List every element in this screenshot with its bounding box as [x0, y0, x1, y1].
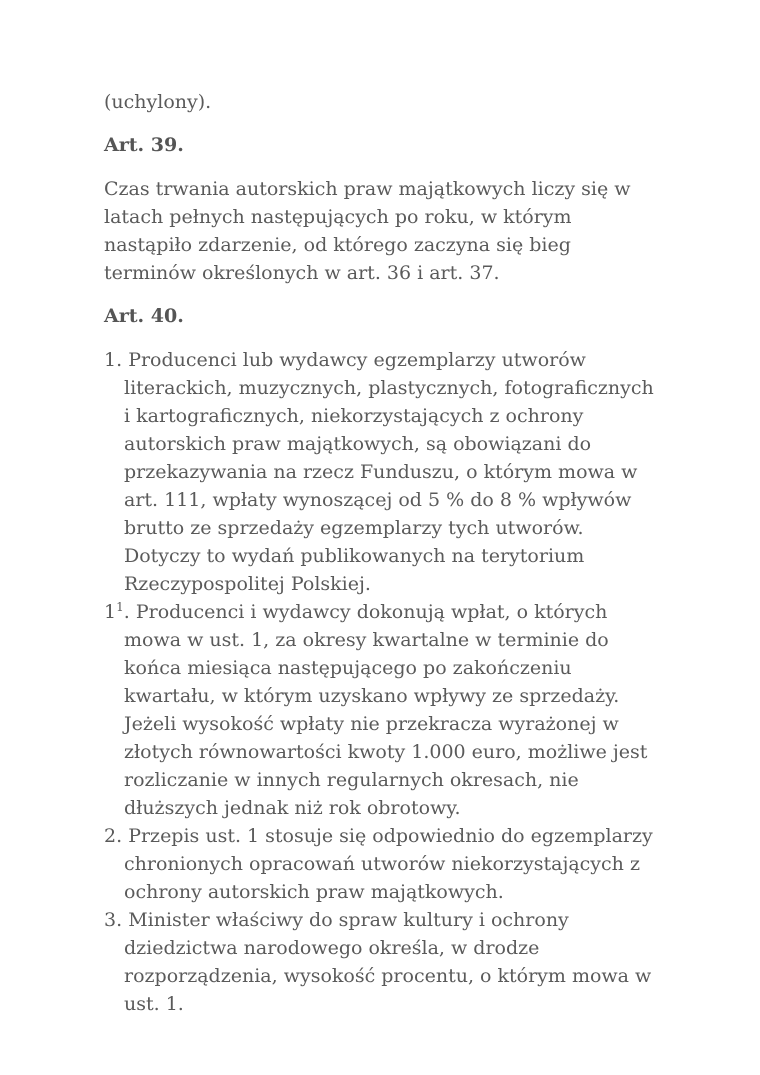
item-text: Producenci i wydawcy dokonują wpłat, o których mowa w ust. 1, za okresy kwartalne w terminie do końca miesiąca następującego po zakończeniu kwartału, w którym uzyskano wpływy ze sprzedaży. Jeżeli wysokość wpłaty nie przekracza wyrażonej w złotych równowartości kwoty 1.000 euro, możliwe jest rozliczanie w innych regularnych okresach, nie dłuższych jednak niż rok obrotowy. — [124, 601, 648, 819]
item-number: 1. — [104, 349, 123, 371]
item-superscript: 1 — [116, 600, 124, 614]
item-number: 3. — [104, 909, 123, 931]
item-number: 1 — [104, 601, 117, 623]
article-39-text: Czas trwania autorskich praw majątkowych liczy się w latach pełnych następujących po roku, w którym nastąpiło zdarzenie, od którego zaczyna się bieg terminów określonych w art. 36 i art. 37. — [104, 178, 631, 284]
article-40-list — [104, 346, 664, 1018]
repealed-note: (uchylony). — [104, 91, 212, 113]
article-39-heading: Art. 39. — [104, 134, 184, 156]
article-40-item-2 — [104, 822, 664, 906]
article-40-item-1-1: $1^1$. Producenci i wydawcy dokonują wpłat, o których mowa w ust. 1, za okresy kwartalne w terminie do końca miesiąca następującego po zakończeniu kwartału, w którym uzyskano wpływy ze sprzedaży. Jeżeli wysokość wpłaty nie przekracza wyrażonej w złotych równowartości kwoty 1.000 euro, możliwe jest rozliczanie w innych regularnych okresach, nie dłuższych jednak niż rok obrotowy. — [104, 600, 648, 819]
article-40-item-3 — [104, 906, 664, 1018]
item-text: Minister właściwy do spraw kultury i ochrony dziedzictwa narodowego określa, w drodze rozporządzenia, wysokość procentu, o którym mowa w ust. 1. — [124, 909, 652, 1015]
document-page — [104, 88, 664, 1018]
item-text: Przepis ust. 1 stosuje się odpowiednio do egzemplarzy chronionych opracowań utworów niekorzystających z ochrony autorskich praw majątkowych. — [124, 825, 653, 903]
article-40-heading: Art. 40. — [104, 305, 184, 327]
item-number: 2. — [104, 825, 123, 847]
item-text: Producenci lub wydawcy egzemplarzy utworów literackich, muzycznych, plastycznych, fotograficznych i kartograficznych, niekorzystających z ochrony autorskich praw majątkowych, są obowiązani do przekazywania na rzecz Funduszu, o którym mowa w art. 111, wpłaty wynoszącej od 5 % do 8 % wpływów brutto ze sprzedaży egzemplarzy tych utworów. Dotyczy to wydań publikowanych na terytorium Rzeczypospolitej Polskiej. — [124, 349, 654, 595]
article-40-item-1 — [104, 346, 664, 598]
